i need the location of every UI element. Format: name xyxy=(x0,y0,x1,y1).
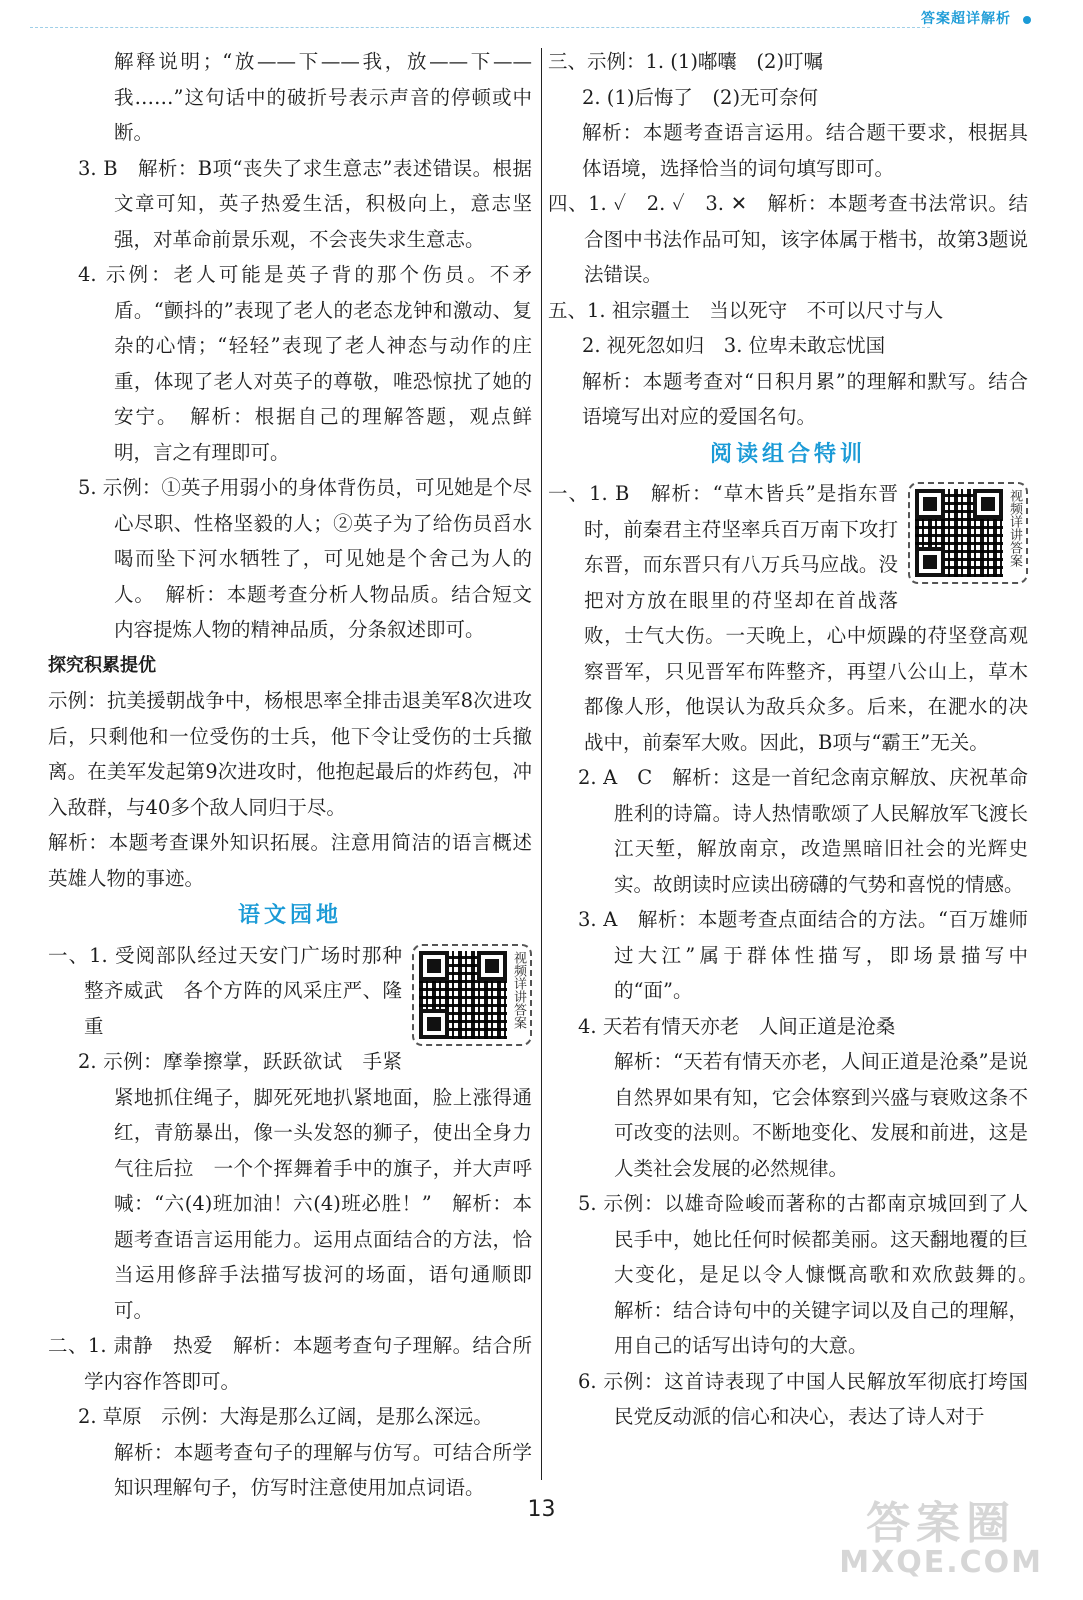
watermark-logo xyxy=(839,1500,1043,1578)
answer-item-1-4: 4. 天若有情天亦老 人间正道是沧桑 xyxy=(578,1014,896,1038)
qr-code-block[interactable] xyxy=(908,482,1028,584)
qr-caption: 视频详讲答案 xyxy=(1007,489,1022,567)
section-title: 语文园地 xyxy=(237,903,342,928)
answer-item-2-1: 二、1. 肃静 热爱 解析：本题考查句子理解。结合所学内容作答即可。 xyxy=(48,1334,532,1393)
answer-paragraph: 示例：抗美援朝战争中，杨根思率全排击退美军8次进攻后，只剩他和一位受伤的士兵，他下令让受伤的士兵撤离。在美军发起第9次进攻时，他抱起最后的炸药包，冲入敌群，与40多个敌人同归于尽。 xyxy=(48,689,532,819)
answer-item-3-2: 2. (1)后悔了 (2)无可奈何 xyxy=(582,85,819,109)
answer-item-1-1: 一、1. 受阅部队经过天安门广场时那种整齐威武 各个方阵的风采庄严、隆重 xyxy=(48,943,402,1038)
header-dot xyxy=(1023,16,1031,24)
answer-item-4: 四、1. ✓ 2. ✓ 3. ✕ 解析：本题考查书法常识。结合图中书法作品可知，该字体属于楷书，故第3题说法错误。 xyxy=(548,192,1028,286)
qr-code-icon[interactable] xyxy=(915,489,1003,577)
section-title: 阅读组合特训 xyxy=(709,441,866,467)
analysis-paragraph: 解析：本题考查课外知识拓展。注意用简洁的语言概述英雄人物的事迹。 xyxy=(48,831,532,890)
answer-item-1-5: 5. 示例：以雄奇险峻而著称的古都南京城回到了人民手中，她比任何时候都美丽。这天翻地覆的巨大变化，是足以令人慷慨高歌和欢欣鼓舞的。 解析：结合诗句中的关键字词以及自己的理解，用自己的话写出诗句的大意。 xyxy=(578,1192,1048,1357)
left-column xyxy=(48,44,532,1506)
answer-item-5: 5. 示例：①英子用弱小的身体背伤员，可见她是个尽心尽职、性格坚毅的人；②英子为了给伤员舀水喝而坠下河水牺牲了，可见她是个舍己为人的人。 解析：本题考查分析人物品质。结合短文内容提炼人物的精神品质，分条叙述即可。 xyxy=(78,476,532,641)
watermark-url: MXQE.COM xyxy=(839,1545,1043,1580)
analysis-paragraph: 解析：本题考查句子的理解与仿写。可结合所学知识理解句子，仿写时注意使用加点词语。 xyxy=(114,1440,532,1499)
answer-item-1-2: 2. 示例：摩拳擦掌，跃跃欲试 手紧紧地抓住绳子，脚死死地扒紧地面，脸上涨得通红，青筋暴出，像一头发怒的狮子，使出全身力气往后拉 一个个挥舞着手中的旗子，并大声呼喊：“六(4)班加油！六(4)班必胜！” 解析：本题考查语言运用能力。运用点面结合的方法，恰当运用修辞手法描写拔河的场面，语句通顺即可。 xyxy=(78,1050,532,1322)
answer-paragraph: 解释说明；“放——下——我，放——下——我……”这句话中的破折号表示声音的停顿或中断。 xyxy=(114,50,532,144)
sub-heading: 探究积累提优 xyxy=(48,654,156,676)
page-number: 13 xyxy=(527,1497,556,1522)
qr-code-block[interactable] xyxy=(412,944,532,1046)
answer-item-3: 3. B 解析：B项“丧失了求生意志”表述错误。根据文章可知，英子热爱生活，积极向上，意志坚强，对革命前景乐观，不会丧失求生意志。 xyxy=(78,156,532,251)
answer-item-4: 4. 示例：老人可能是英子背的那个伤员。不矛盾。“颤抖的”表现了老人的老态龙钟和激动、复杂的心情；“轻轻”表现了老人神态与动作的庄重，体现了老人对英子的尊敬，唯恐惊扰了她的安宁。 解析：根据自己的理解答题，观点鲜明，言之有理即可。 xyxy=(78,263,532,464)
answer-item-1-3: 3. A 解析：本题考查点面结合的方法。“百万雄师过大江”属于群体性描写，即场景描写中的“面”。 xyxy=(578,908,1028,1002)
answer-item-2-2: 2. 草原 示例：大海是那么辽阔，是那么深远。 xyxy=(78,1405,493,1428)
qr-code-icon[interactable] xyxy=(419,951,507,1039)
header-label: 答案超详解析 xyxy=(921,11,1011,27)
column-divider xyxy=(541,48,542,1480)
header-rule xyxy=(30,27,930,28)
right-column xyxy=(548,44,1048,1435)
qr-caption: 视频详讲答案 xyxy=(511,950,526,1029)
answer-item-5-2: 2. 视死忽如归 3. 位卑未敢忘忧国 xyxy=(582,334,886,357)
answer-item-3-1: 三、示例：1. (1)嘟囔 (2)叮嘱 xyxy=(548,50,824,73)
answer-item-5-1: 五、1. 祖宗疆土 当以死守 不可以尺寸与人 xyxy=(548,298,944,322)
answer-item-1-1: 一、1. B 解析：“草木皆兵”是指东晋时，前秦君主苻坚率兵百万南下攻打东晋，而东晋只有八万兵马应战。没把对方放在眼里的苻坚却在首战落败，士气大伤。一天晚上，心中烦躁的苻坚登高观察晋军，只见晋军布阵整齐，再望八公山上，草木都像人形，他误认为敌兵众多。后来，在淝水的决战中，前秦军大败。因此，B项与“霸王”无关。 xyxy=(548,482,1028,754)
analysis-paragraph: 解析：本题考查语言运用。结合题干要求，根据具体语境，选择恰当的词句填写即可。 xyxy=(582,121,1028,180)
answer-item-1-2: 2. A C 解析：这是一首纪念南京解放、庆祝革命胜利的诗篇。诗人热情歌颂了人民解放军飞渡长江天堑，解放南京，改造黑暗旧社会的光辉史实。故朗读时应读出磅礴的气势和喜悦的情感。 xyxy=(578,766,1028,896)
watermark-text: 答案圈 xyxy=(866,1498,1017,1549)
analysis-paragraph: 解析：本题考查对“日积月累”的理解和默写。结合语境写出对应的爱国名句。 xyxy=(582,369,1028,428)
answer-item-1-6: 6. 示例：这首诗表现了中国人民解放军彻底打垮国民党反动派的信心和决心，表达了诗人对于 xyxy=(578,1369,1028,1428)
analysis-paragraph: 解析：“天若有情天亦老，人间正道是沧桑”是说自然界如果有知，它会体察到兴盛与衰败这条不可改变的法则。不断地变化、发展和前进，这是人类社会发展的必然规律。 xyxy=(614,1050,1028,1180)
